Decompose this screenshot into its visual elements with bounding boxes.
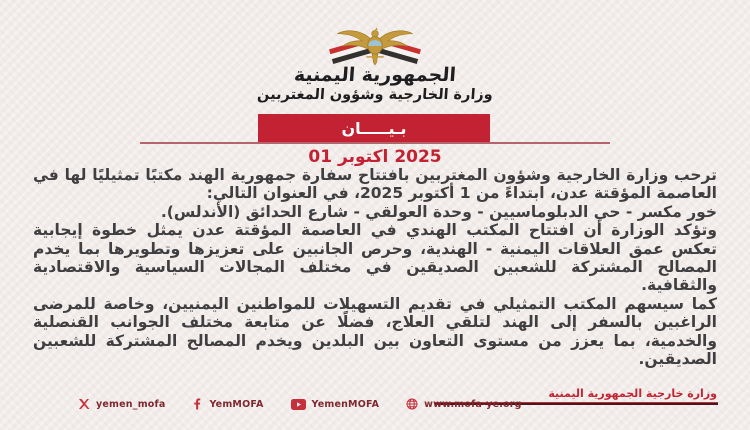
- social-links-row: [78, 398, 522, 410]
- statement-banner: [258, 114, 490, 143]
- republic-title: الجمهورية اليمنية: [293, 64, 457, 86]
- footer-ministry-label: وزارة خارجية الجمهورية اليمنية: [548, 387, 717, 400]
- statement-banner-label: بـيـــــان: [341, 119, 407, 138]
- facebook-handle: YemMOFA: [209, 398, 264, 410]
- paragraph-relations: وتؤكد الوزارة أن افتتاح المكتب الهندي في العاصمة المؤقتة عدن يمثل خطوة إيجابية تعكس عمق العلاقات اليمنية - الهندية، وحرص الجانبين على تعزيزها وتطويرها بما يخدم المصالح المشتركة للشعبين الصديقين في مختلف المجالات السياسية والاقتصادية والثقافية.: [33, 221, 717, 295]
- statement-body: [33, 166, 717, 368]
- social-link-website[interactable]: [406, 398, 522, 410]
- yemen-coat-of-arms-emblem: [320, 25, 430, 67]
- facebook-icon: [192, 398, 203, 410]
- paragraph-welcome: ترحب وزارة الخارجية وشؤون المغتربين بافتتاح سفارة جمهورية الهند مكتبًا تمثيليًا لها في العاصمة المؤقتة عدن، ابتداءً من 1 أكتوبر 2025، في العنوان التالي:: [33, 166, 717, 203]
- date-month: اكتوبر: [338, 147, 389, 167]
- social-link-youtube[interactable]: [291, 399, 380, 410]
- paragraph-address: خور مكسر - حي الدبلوماسيين - وحدة العولقي - شارع الحدائق (الأندلس).: [160, 202, 717, 221]
- banner-underline: [140, 142, 610, 144]
- paragraph-services: كما سيسهم المكتب التمثيلي في تقديم التسهيلات للمواطنين اليمنيين، وخاصة للمرضى الراغبين بالسفر إلى الهند لتلقي العلاج، فضلًا عن متابعة مختلف الجوانب القنصلية والخدمية، بما يعزز من مستوى التعاون بين البلدين ويخدم المصالح المشتركة للشعبين الصديقين.: [33, 294, 717, 369]
- youtube-icon: [291, 399, 306, 410]
- website-url: www.mofa-ye.org: [424, 398, 522, 410]
- statement-date: [0, 147, 750, 167]
- globe-icon: [406, 398, 418, 410]
- youtube-handle: YemenMOFA: [311, 398, 380, 410]
- date-year: 2025: [394, 147, 442, 167]
- date-day: 01: [308, 147, 333, 167]
- x-handle: yemen_mofa: [96, 398, 166, 410]
- social-link-facebook[interactable]: [192, 398, 263, 410]
- x-icon: [78, 398, 90, 410]
- social-link-x[interactable]: [78, 398, 165, 410]
- ministry-title: وزارة الخارجية وشؤون المغتربين: [256, 87, 494, 103]
